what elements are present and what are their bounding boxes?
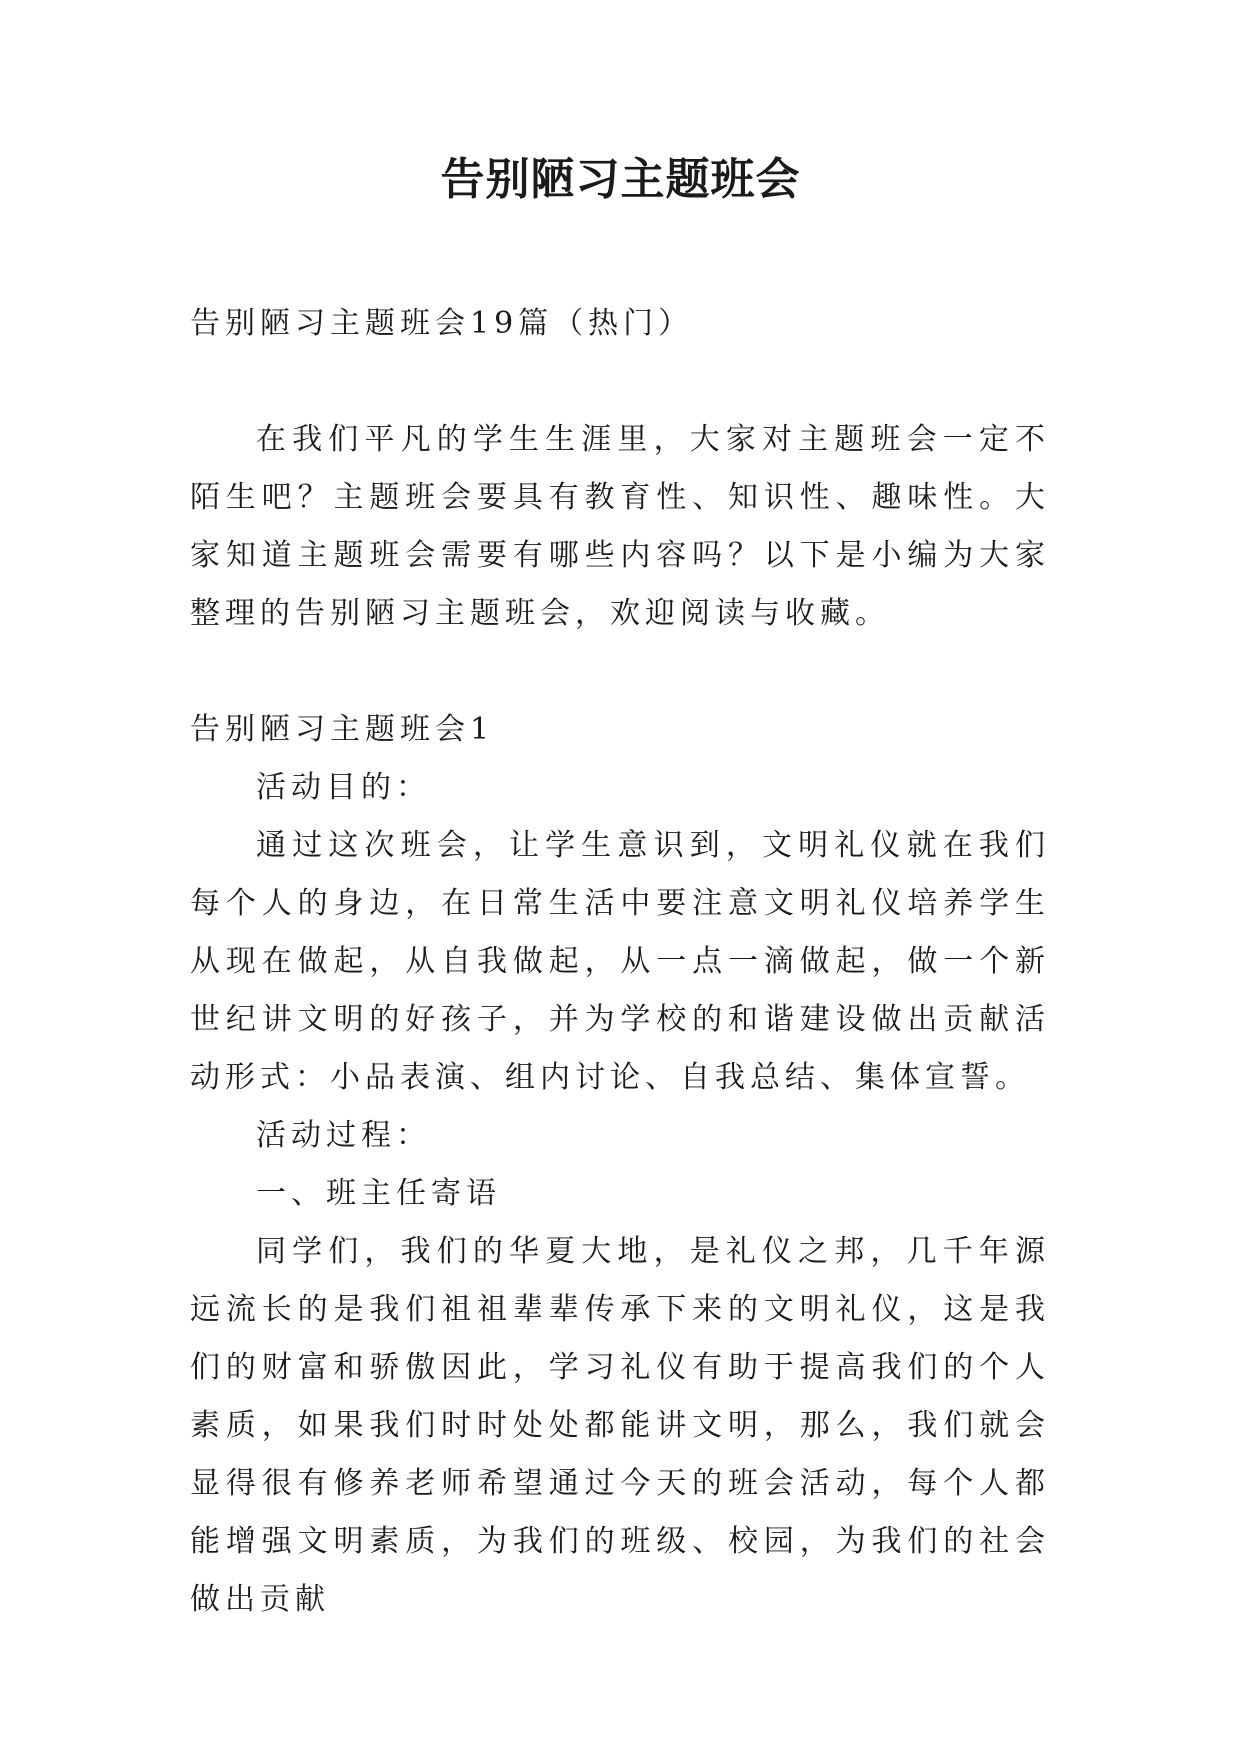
activity-process-label: 活动过程： xyxy=(256,1118,431,1153)
document-subtitle: 告别陋习主题班会19篇（热门） xyxy=(190,306,694,341)
step-heading: 一、班主任寄语 xyxy=(256,1176,501,1211)
document-body xyxy=(190,295,1050,1629)
activity-purpose-label: 活动目的： xyxy=(256,770,431,805)
step-paragraph: 同学们，我们的华夏大地，是礼仪之邦，几千年源远流长的是我们祖祖辈辈传承下来的文明礼仪，这是我们的财富和骄傲因此，学习礼仪有助于提高我们的个人素质，如果我们时时处处都能讲文明，那么，我们就会显得很有修养老师希望通过今天的班会活动，每个人都能增强文明素质，为我们的班级、校园，为我们的社会做出贡献 xyxy=(190,1234,1050,1617)
document-title: 告别陋习主题班会 xyxy=(440,154,801,205)
section-heading: 告别陋习主题班会1 xyxy=(190,712,495,747)
activity-purpose-paragraph: 通过这次班会，让学生意识到，文明礼仪就在我们每个人的身边，在日常生活中要注意文明礼仪培养学生从现在做起，从自我做起，从一点一滴做起，做一个新世纪讲文明的好孩子，并为学校的和谐建设做出贡献活动形式：小品表演、组内讨论、自我总结、集体宣誓。 xyxy=(190,828,1050,1095)
paragraph-gap xyxy=(190,353,1050,411)
intro-paragraph: 在我们平凡的学生生涯里，大家对主题班会一定不陌生吧？主题班会要具有教育性、知识性、趣味性。大家知道主题班会需要有哪些内容吗？以下是小编为大家整理的告别陋习主题班会，欢迎阅读与收藏。 xyxy=(190,422,1050,631)
paragraph-gap xyxy=(190,643,1050,701)
